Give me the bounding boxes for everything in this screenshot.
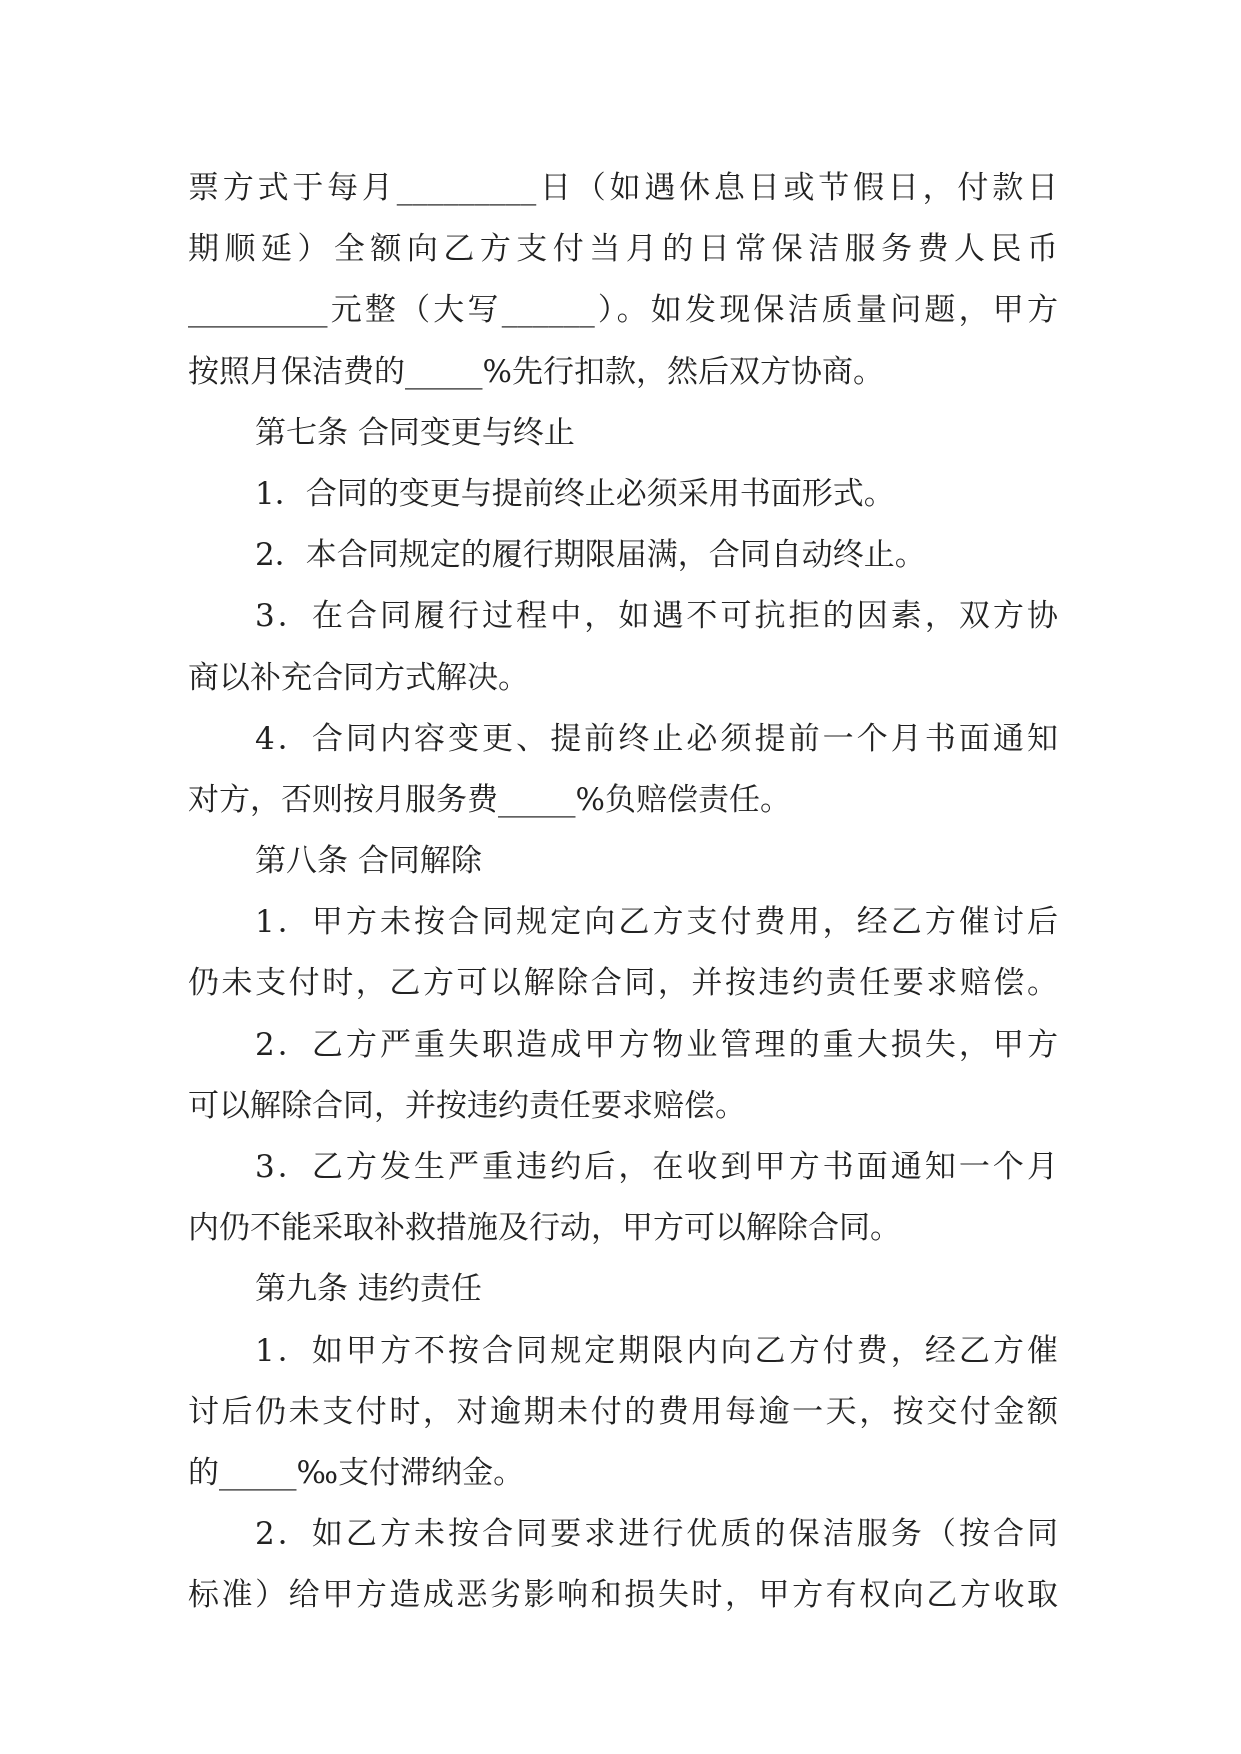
text-line: 按照月保洁费的_____%先行扣款，然后双方协商。 [188, 353, 884, 390]
text-line: 对方，否则按月服务费_____%负赔偿责任。 [188, 781, 791, 818]
text-line: 票方式于每月_________日（如遇休息日或节假日，付款日 [188, 170, 1058, 206]
text-line: 商以补充合同方式解决。 [188, 659, 529, 696]
section-heading-9: 第九条 违约责任 [255, 1271, 482, 1308]
text-line: 仍未支付时，乙方可以解除合同，并按违约责任要求赔偿。 [188, 965, 1058, 1002]
text-line: 内仍不能采取补救措施及行动，甲方可以解除合同。 [188, 1210, 901, 1247]
contract-body [188, 158, 1058, 1627]
text-line: 2．本合同规定的履行期限届满，合同自动终止。 [255, 537, 926, 574]
section-heading-8: 第八条 合同解除 [255, 843, 482, 880]
text-line: 2．乙方严重失职造成甲方物业管理的重大损失，甲方 [255, 1026, 1058, 1063]
text-line: _________元整（大写______）。如发现保洁质量问题，甲方 [188, 292, 1058, 329]
text-line: 3．乙方发生严重违约后，在收到甲方书面通知一个月 [255, 1149, 1058, 1185]
section-heading-7: 第七条 合同变更与终止 [255, 414, 575, 451]
text-line: 标准）给甲方造成恶劣影响和损失时，甲方有权向乙方收取 [188, 1577, 1058, 1614]
text-line: 期顺延）全额向乙方支付当月的日常保洁服务费人民币 [188, 231, 1058, 268]
text-line: 1．如甲方不按合同规定期限内向乙方付费，经乙方催 [255, 1332, 1058, 1369]
text-line: 1．合同的变更与提前终止必须采用书面形式。 [255, 475, 895, 512]
text-line: 3．在合同履行过程中，如遇不可抗拒的因素，双方协 [255, 598, 1058, 635]
text-line: 可以解除合同，并按违约责任要求赔偿。 [188, 1087, 746, 1124]
text-line: 2．如乙方未按合同要求进行优质的保洁服务（按合同 [255, 1516, 1058, 1553]
text-line: 4．合同内容变更、提前终止必须提前一个月书面通知 [255, 720, 1058, 757]
text-line: 讨后仍未支付时，对逾期未付的费用每逾一天，按交付金额 [188, 1393, 1058, 1430]
text-line: 的_____‰支付滞纳金。 [188, 1454, 525, 1491]
text-line: 1．甲方未按合同规定向乙方支付费用，经乙方催讨后 [255, 904, 1058, 941]
